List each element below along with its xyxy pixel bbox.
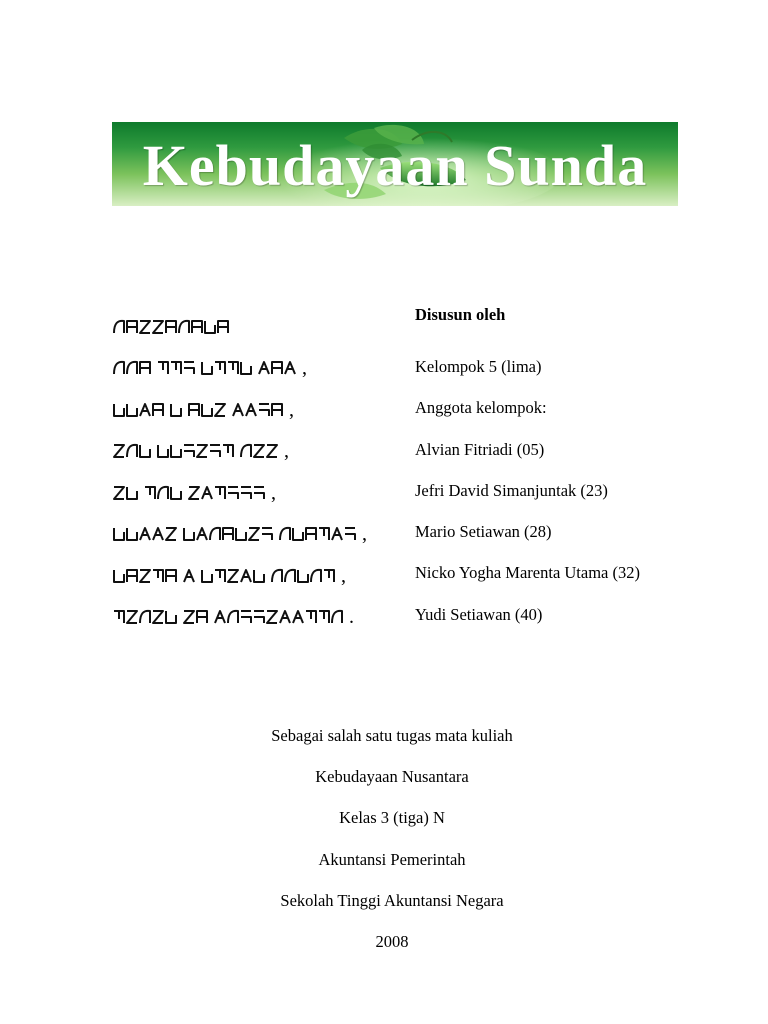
script-glyph [114,528,124,540]
script-glyph [285,570,295,582]
script-glyph [140,570,150,582]
script-glyph [127,321,137,333]
script-glyph [228,362,238,374]
script-glyph [197,611,207,623]
script-glyph [215,404,225,416]
class-name: Kelas 3 (tiga) N [339,808,445,828]
script-word [278,522,358,546]
script-glyph [228,611,238,623]
script-glyph [215,611,225,623]
script-glyph [158,362,168,374]
department-name: Akuntansi Pemerintah [318,849,466,869]
script-glyph [140,362,150,374]
member-name: Yudi Setiawan (40) [415,604,543,624]
title-banner [112,122,678,206]
script-glyph [285,362,295,374]
script-glyph [215,570,225,582]
script-glyph [311,570,321,582]
script-glyph [127,445,137,457]
script-glyph [319,611,329,623]
script-glyph [205,321,215,333]
script-glyph [171,487,181,499]
script-word [169,398,184,422]
script-word [156,439,236,463]
script-glyph [241,570,251,582]
script-glyph [114,445,124,457]
script-punctuation: , [362,523,367,546]
script-glyph [197,445,207,457]
script-glyph [145,487,155,499]
script-glyph [189,404,199,416]
script-line [112,597,402,639]
script-glyph [184,570,194,582]
script-glyph [262,528,272,540]
script-glyph [306,528,316,540]
script-punctuation: . [349,606,354,629]
script-glyph [202,570,212,582]
script-word [112,605,179,629]
script-word [112,315,231,339]
script-glyph [280,528,290,540]
script-line [112,472,402,514]
script-glyph [236,528,246,540]
year: 2008 [375,931,409,951]
script-glyph [319,528,329,540]
script-glyph [127,528,137,540]
institution-name: Sekolah Tinggi Akuntansi Negara [280,890,504,910]
script-glyph [171,362,181,374]
script-glyph [228,570,238,582]
script-line [112,555,402,597]
script-glyph [114,362,124,374]
script-glyph [332,611,342,623]
script-glyph [254,611,264,623]
script-glyph [166,570,176,582]
script-glyph [153,611,163,623]
script-glyph [192,321,202,333]
script-word [270,564,337,588]
script-word [156,356,197,380]
script-glyph [272,570,282,582]
script-glyph [218,321,228,333]
member-name: Jefri David Simanjuntak (23) [415,480,608,500]
script-glyph [345,528,355,540]
script-glyph [184,611,194,623]
script-glyph [249,528,259,540]
assignment-note: Sebagai salah satu tugas mata kuliah [271,726,513,745]
script-punctuation: , [271,481,276,504]
script-glyph [223,528,233,540]
script-glyph [298,570,308,582]
script-line [112,306,402,348]
script-glyph [215,362,225,374]
script-glyph [179,321,189,333]
script-glyph [293,528,303,540]
script-glyph [166,321,176,333]
author-block [415,300,735,635]
script-glyph [272,362,282,374]
script-glyph [114,321,124,333]
script-glyph [267,611,277,623]
script-glyph [153,321,163,333]
script-glyph [184,362,194,374]
script-glyph [114,570,124,582]
script-punctuation: , [302,357,307,380]
script-word [200,564,267,588]
script-glyph [158,487,168,499]
script-glyph [140,321,150,333]
script-glyph [197,528,207,540]
script-glyph [140,528,150,540]
script-line [112,348,402,390]
member-name: Alvian Fitriadi (05) [415,439,545,459]
script-glyph [254,487,264,499]
author-heading: Disusun oleh [415,305,506,324]
page-title: Kebudayaan Sunda [142,133,648,198]
script-glyph [293,611,303,623]
script-glyph [171,404,181,416]
script-word [143,481,184,505]
script-glyph [166,611,176,623]
script-line [112,389,402,431]
script-glyph [306,611,316,623]
script-word [112,398,166,422]
script-glyph [140,404,150,416]
course-info [0,715,768,962]
script-glyph [259,404,269,416]
script-glyph [241,487,251,499]
script-glyph [223,445,233,457]
script-glyph [241,611,251,623]
script-glyph [127,404,137,416]
script-glyph [228,487,238,499]
script-glyph [114,487,124,499]
script-glyph [254,570,264,582]
script-glyph [153,528,163,540]
script-glyph [127,570,137,582]
script-glyph [114,611,124,623]
script-punctuation: , [341,564,346,587]
script-word [257,356,298,380]
script-line [112,431,402,473]
script-glyph [254,445,264,457]
script-glyph [202,404,212,416]
script-glyph [140,445,150,457]
script-glyph [158,445,168,457]
members-label: Anggota kelompok: [415,398,547,418]
script-glyph [280,611,290,623]
script-glyph [140,611,150,623]
script-word [182,522,275,546]
script-glyph [171,445,181,457]
script-glyph [215,487,225,499]
script-glyph [246,404,256,416]
script-glyph [153,404,163,416]
script-punctuation: , [284,440,289,463]
script-word [239,439,280,463]
script-word [213,605,345,629]
script-glyph [241,362,251,374]
script-word [187,398,228,422]
script-glyph [259,362,269,374]
group-label: Kelompok 5 (lima) [415,357,542,376]
script-glyph [166,528,176,540]
script-glyph [210,528,220,540]
script-glyph [210,445,220,457]
script-word [182,564,197,588]
script-word [112,481,140,505]
script-glyph [184,445,194,457]
script-glyph [272,404,282,416]
script-glyph [189,487,199,499]
script-glyph [184,528,194,540]
script-glyph [267,445,277,457]
script-glyph [153,570,163,582]
member-name: Mario Setiawan (28) [415,522,552,542]
script-line [112,514,402,556]
script-glyph [202,362,212,374]
course-name: Kebudayaan Nusantara [315,767,469,787]
script-glyph [127,611,137,623]
script-word [112,522,179,546]
script-glyph [114,404,124,416]
script-word [112,439,153,463]
script-glyph [324,570,334,582]
script-glyph [332,528,342,540]
script-word [112,564,179,588]
sundanese-script-poem [112,306,402,638]
script-glyph [127,362,137,374]
script-glyph [241,445,251,457]
script-glyph [202,487,212,499]
script-word [187,481,267,505]
script-word [182,605,210,629]
script-word [231,398,285,422]
script-word [200,356,254,380]
script-word [112,356,153,380]
script-glyph [233,404,243,416]
script-punctuation: , [289,398,294,421]
script-glyph [127,487,137,499]
member-name: Nicko Yogha Marenta Utama (32) [415,563,640,583]
